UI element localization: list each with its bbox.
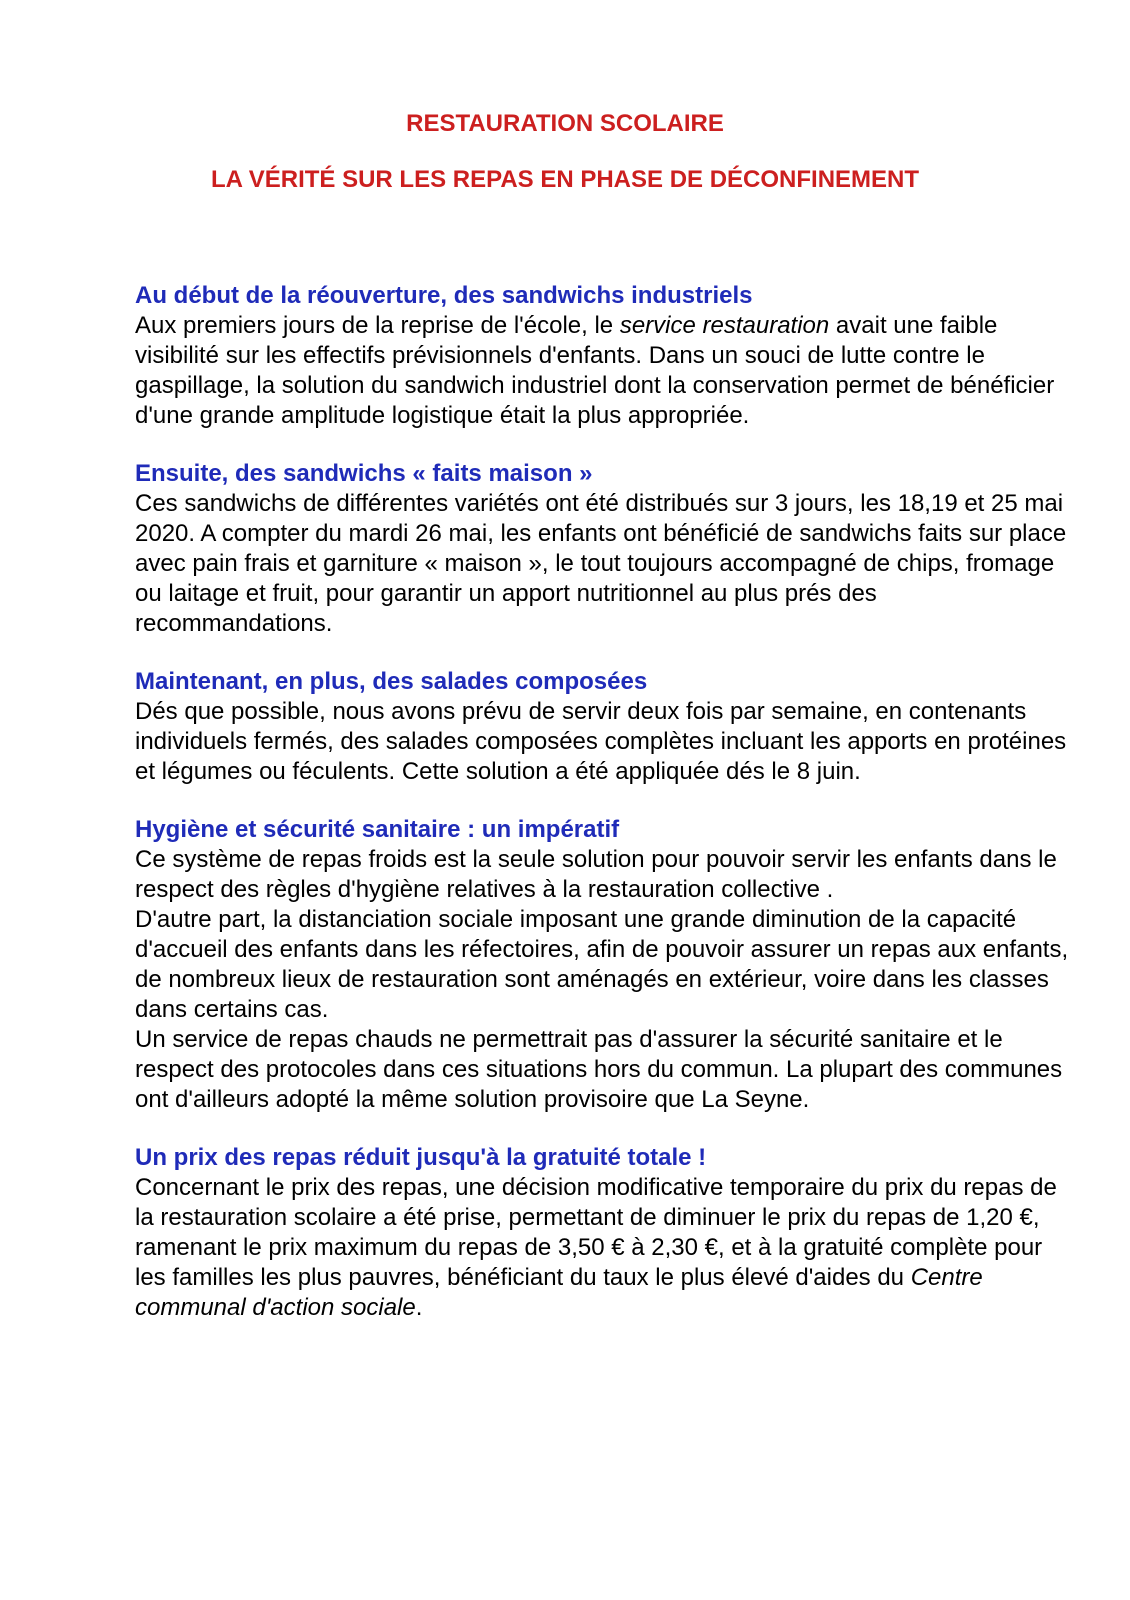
paragraph-text: Aux premiers jours de la reprise de l'école, le xyxy=(135,312,620,339)
section-hygiene xyxy=(135,815,1075,1115)
document-subtitle: LA VÉRITÉ SUR LES REPAS EN PHASE DE DÉCONFINEMENT xyxy=(210,166,920,193)
section-industrial-sandwiches xyxy=(135,281,1075,431)
section-paragraph: Un service de repas chauds ne permettrait pas d'assurer la sécurité sanitaire et le respect des protocoles dans ces situations hors du commun. La plupart des communes ont d'ailleurs adopté la même solution provisoire que La Seyne. xyxy=(135,1026,1063,1113)
section-paragraph xyxy=(135,311,1075,431)
paragraph-text: Concernant le prix des repas, une décision modificative temporaire du prix du repas de la restauration scolaire a été prise, permettant de diminuer le prix du repas de 1,20 €, ramenant le prix maximum du repas de 3,50 € à 2,30 €, et à la gratuité complète pour les familles les plus pauvres, bénéficiant du taux le plus élevé d'aides du xyxy=(135,1174,1057,1291)
section-heading: Au début de la réouverture, des sandwichs industriels xyxy=(135,282,753,309)
paragraph-text: avait une faible visibilité sur les effectifs prévisionnels d'enfants. Dans un souci de lutte contre le gaspillage, la solution du sandwich industriel dont la conservation permet de bénéficier d'une grande amplitude logistique était la plus appropriée. xyxy=(135,312,1055,429)
paragraph-text: . xyxy=(415,1294,423,1321)
section-heading: Hygiène et sécurité sanitaire : un impératif xyxy=(135,816,620,843)
section-homemade-sandwiches xyxy=(135,459,1075,639)
section-paragraph: Ce système de repas froids est la seule solution pour pouvoir servir les enfants dans le respect des règles d'hygiène relatives à la restauration collective . xyxy=(135,846,1057,903)
section-salads xyxy=(135,667,1075,787)
section-heading: Un prix des repas réduit jusqu'à la gratuité totale ! xyxy=(135,1144,707,1171)
section-paragraph xyxy=(135,1173,1075,1323)
section-price xyxy=(135,1143,1075,1323)
article-body xyxy=(135,281,1075,1351)
section-paragraph: D'autre part, la distanciation sociale imposant une grande diminution de la capacité d'accueil des enfants dans les réfectoires, afin de pouvoir assurer un repas aux enfants, de nombreux lieux de restauration sont aménagés en extérieur, voire dans les classes dans certains cas. xyxy=(135,906,1069,1023)
italic-term: service restauration xyxy=(619,312,830,339)
section-heading: Ensuite, des sandwichs « faits maison » xyxy=(135,460,593,487)
section-paragraph: Ces sandwichs de différentes variétés ont été distribués sur 3 jours, les 18,19 et 25 mai 2020. A compter du mardi 26 mai, les enfants ont bénéficié de sandwichs faits sur place avec pain frais et garniture « maison », le tout toujours accompagné de chips, fromage ou laitage et fruit, pour garantir un apport nutritionnel au plus prés des recommandations. xyxy=(135,490,1067,637)
italic-term: Centre communal d'action sociale xyxy=(135,1264,983,1321)
section-paragraph: Dés que possible, nous avons prévu de servir deux fois par semaine, en contenants individuels fermés, des salades composées complètes incluant les apports en protéines et légumes ou féculents. Cette solution a été appliquée dés le 8 juin. xyxy=(135,698,1067,785)
section-heading: Maintenant, en plus, des salades composées xyxy=(135,668,648,695)
document-title: RESTAURATION SCOLAIRE xyxy=(406,110,724,137)
